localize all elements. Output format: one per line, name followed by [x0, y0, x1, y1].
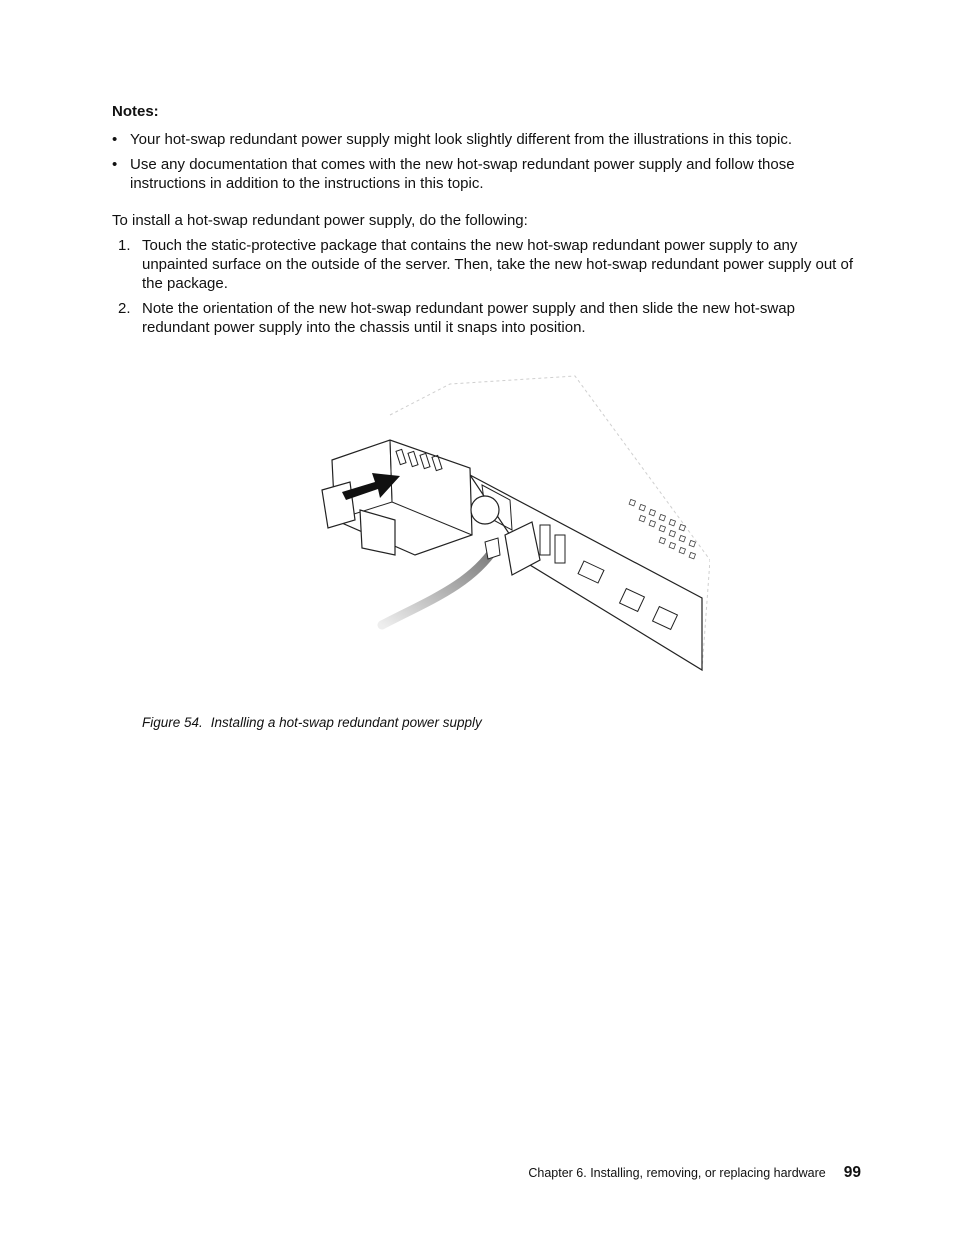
- list-item: [118, 236, 858, 293]
- note-text: Use any documentation that comes with the new hot-swap redundant power supply and follow those instructions in addition to the instructions in this topic.: [130, 156, 795, 192]
- step-number: 2.: [118, 300, 131, 317]
- note-text: Your hot-swap redundant power supply might look slightly different from the illustrations in this topic.: [130, 131, 793, 148]
- notes-heading: Notes:: [112, 103, 159, 120]
- step-text: Note the orientation of the new hot-swap redundant power supply and then slide the new hot-swap redundant power supply into the chassis until it snaps into position.: [142, 300, 795, 336]
- page-number: 99: [843, 1164, 861, 1181]
- figure-caption-text: Installing a hot-swap redundant power supply: [210, 715, 482, 730]
- figure-label: Figure 54.: [142, 715, 203, 730]
- bullet-icon: •: [112, 156, 118, 173]
- list-item: [112, 130, 852, 149]
- figure-caption: [142, 714, 482, 731]
- bullet-icon: •: [112, 131, 118, 148]
- step-number: 1.: [118, 237, 131, 254]
- intro-text: To install a hot-swap redundant power supply, do the following:: [112, 212, 528, 229]
- power-supply-illustration: [300, 370, 710, 680]
- list-item: [112, 155, 852, 193]
- list-item: [118, 299, 858, 337]
- step-text: Touch the static-protective package that contains the new hot-swap redundant power supply to any unpainted surface on the outside of the server. Then, take the new hot-swap redundant power supply out of the package.: [142, 237, 854, 292]
- steps-list: [118, 236, 858, 343]
- figure-illustration: [300, 370, 710, 680]
- page-footer: [528, 1164, 861, 1182]
- chapter-title: Chapter 6. Installing, removing, or replacing hardware: [528, 1166, 826, 1180]
- notes-list: [112, 130, 852, 199]
